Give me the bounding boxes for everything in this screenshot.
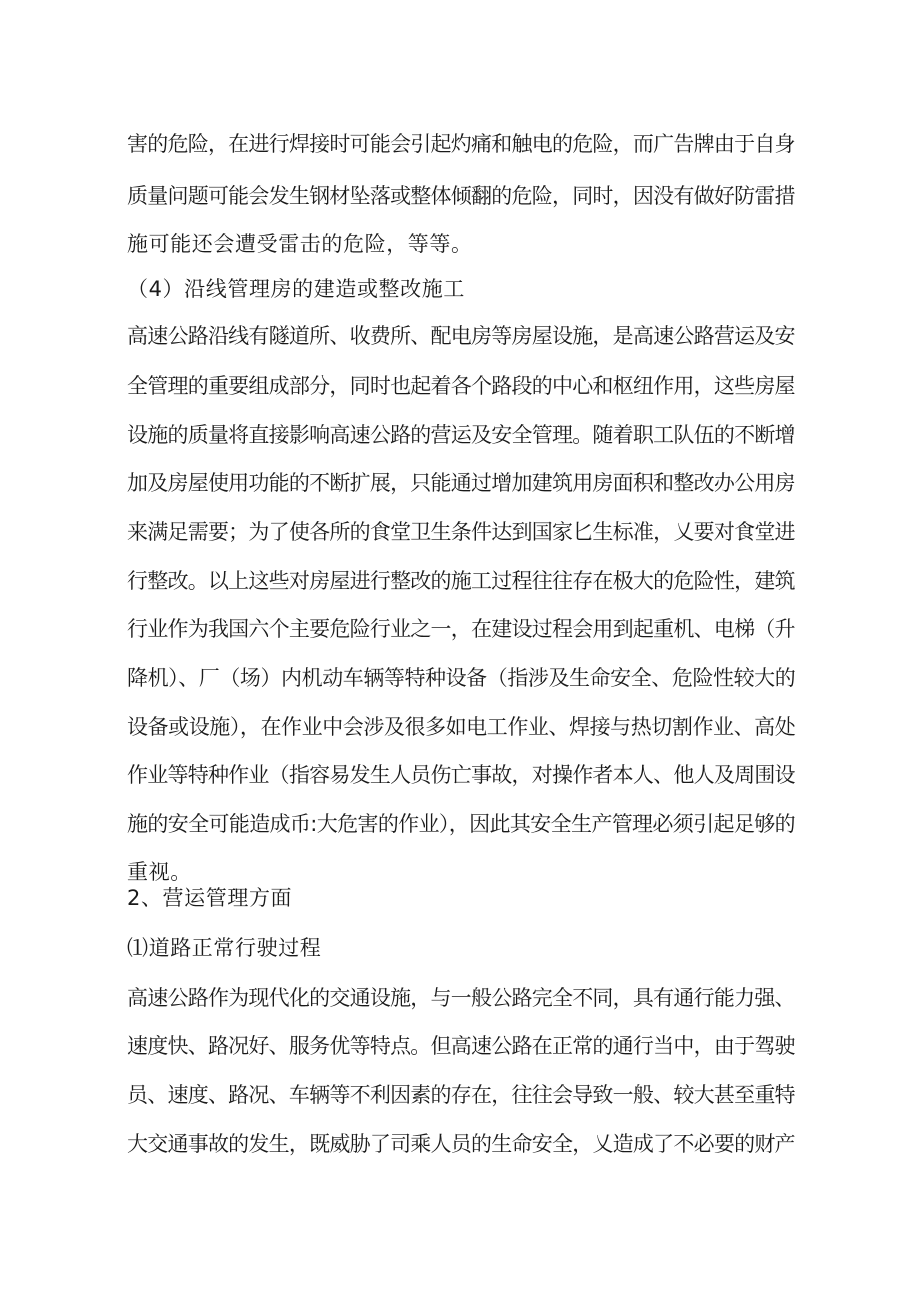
paragraph-line: 施可能还会遭受雷击的危险，等等。 xyxy=(127,232,473,256)
paragraph-line: 全管理的重要组成部分，同时也起着各个路段的中心和枢纽作用，这些房屋 xyxy=(127,374,795,398)
paragraph-line: 加及房屋使用功能的不断扩展，只能通过增加建筑用房面积和整改办公用房 xyxy=(127,471,795,495)
section-heading: （4）沿线管理房的建造或整改施工 xyxy=(127,277,465,301)
paragraph-line: 来满足需要；为了使各所的食堂卫生条件达到国家匕生标准，乂要对食堂进 xyxy=(127,520,795,544)
section-heading: 2、营运管理方面 xyxy=(127,886,293,910)
subsection-heading: ⑴道路正常行驶过程 xyxy=(127,936,322,960)
paragraph-line: 员、速度、路况、车辆等不利因素的存在，往往会导致一般、较大甚至重特 xyxy=(127,1083,795,1107)
paragraph-line: 作业等特种作业（指容易发生人员伤亡事故，对操作者本人、他人及周围设 xyxy=(127,763,795,787)
paragraph-line: 设施的质量将直接影响高速公路的营运及安全管理。随着职工队伍的不断增 xyxy=(127,423,795,447)
paragraph-line: 大交通事故的发生，既威胁了司乘人员的生命安全，乂造成了不必要的财产 xyxy=(127,1132,795,1156)
paragraph-line: 重视。 xyxy=(127,860,192,884)
paragraph-line: 质量问题可能会发生钢材坠落或整体倾翻的危险，同时，因没有做好防雷措 xyxy=(127,184,795,208)
paragraph-line: 设备或设施），在作业中会涉及很多如电工作业、焊接与热切割作业、高处 xyxy=(127,715,796,739)
paragraph-line: 降机）、厂（场）内机动车辆等特种设备（指涉及生命安全、危险性较大的 xyxy=(127,666,796,690)
paragraph-line: 害的危险，在进行焊接时可能会引起灼痛和触电的危险，而广告牌由于自身 xyxy=(127,132,795,156)
paragraph-line: 行整改。以上这些对房屋进行整改的施工过程往往存在极大的危险性，建筑 xyxy=(127,569,795,593)
paragraph-line: 施的安全可能造成币:大危害的作业），因此其安全生产管理必须引起足够的 xyxy=(127,812,795,836)
paragraph-line: 行业作为我国六个主要危险行业之一，在建设过程会用到起重机、电梯（升 xyxy=(127,617,795,641)
paragraph-line: 速度快、路况好、服务优等特点。但高速公路在正常的通行当中，由于驾驶 xyxy=(127,1034,795,1058)
paragraph-line: 高速公路作为现代化的交通设施，与一般公路完全不同，具有通行能力强、 xyxy=(127,986,795,1010)
paragraph-line: 高速公路沿线有隧道所、收费所、配电房等房屋设施，是高速公路营运及安 xyxy=(127,324,795,348)
